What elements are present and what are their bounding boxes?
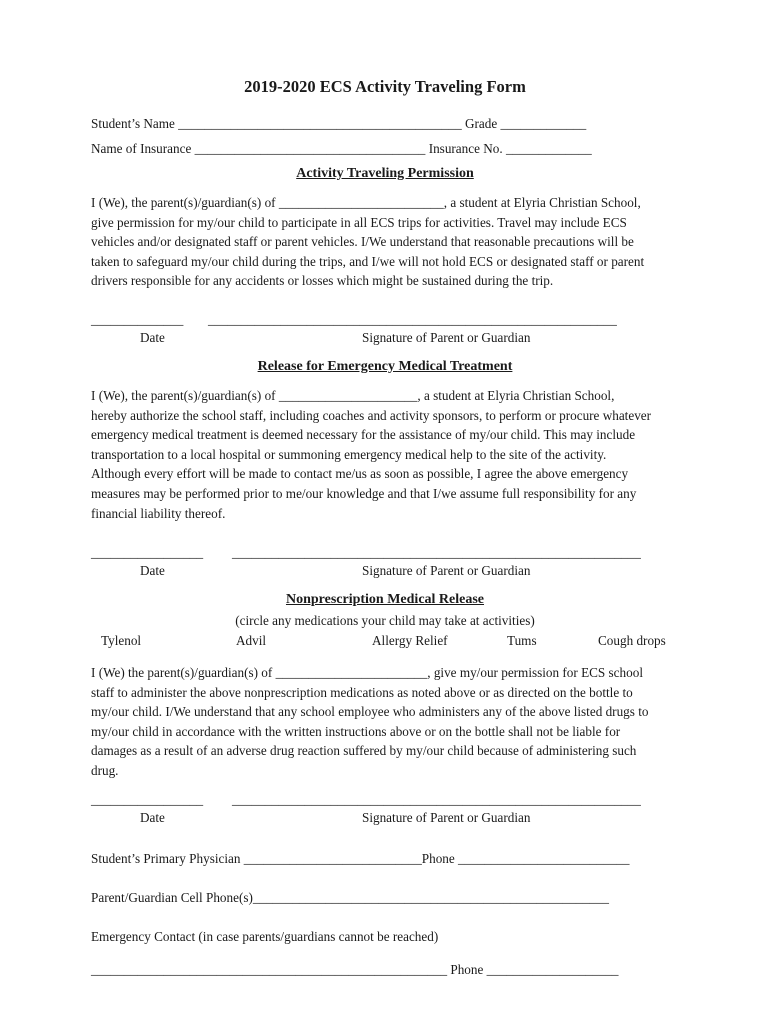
student-name-grade-field[interactable]: Student’s Name ___________________________________________ Grade _____________ [91,116,587,131]
emergency-contact-field[interactable]: ______________________________________________________ Phone ____________________ [91,962,619,977]
paragraph-line: financial liability thereof. [91,505,226,521]
nonprescription-date-line[interactable]: _________________ [91,792,204,807]
permission-date-label: Date [140,330,165,345]
medical-date-line[interactable]: _________________ [91,545,204,560]
paragraph-line: staff to administer the above nonprescription medications as noted above or as directed on the bottle to [91,684,633,700]
nonprescription-signature-label: Signature of Parent or Guardian [362,810,531,825]
nonprescription-signature-line[interactable]: ______________________________________________________________ [232,792,641,807]
paragraph-line: I (We), the parent(s)/guardian(s) of _____________________, a student at Elyria Christian School, [91,388,615,403]
medication-option-tums[interactable]: Tums [507,633,537,648]
paragraph-line: give permission for my/our child to participate in all ECS trips for activities. Travel may include ECS [91,214,627,230]
nonprescription-subheading: (circle any medications your child may take at activities) [235,613,535,628]
medical-paragraph [91,386,691,523]
paragraph-line: vehicles and/or designated staff or parent vehicles. I/We understand that reasonable precautions will be [91,234,634,250]
paragraph-line: Although every effort will be made to contact me/us as soon as possible, I agree the above emergency [91,466,629,482]
paragraph-line: drivers responsible for any accidents or losses which might be sustained during the trip. [91,273,554,289]
nonprescription-paragraph [91,663,691,781]
medication-option-advil[interactable]: Advil [236,633,267,648]
paragraph-line: transportation to a local hospital or summoning emergency medical help to the site of the activity. [91,446,607,462]
nonprescription-heading: Nonprescription Medical Release [285,592,485,607]
physician-phone-field[interactable]: Student’s Primary Physician ___________________________Phone __________________________ [91,851,630,866]
paragraph-line: taken to safeguard my/our child during the trips, and I/we will not hold ECS or designated staff or parent [91,253,645,269]
paragraph-line: emergency medical treatment is deemed necessary for the assistance of my/our child. This may include [91,427,636,443]
paragraph-line: drug. [91,762,119,778]
medication-option-allergy-relief[interactable]: Allergy Relief [372,633,448,648]
nonprescription-date-label: Date [140,810,165,825]
paragraph-line: my/our child in accordance with the written instructions above or on the bottle shall not be liable for [91,723,621,739]
permission-date-line[interactable]: ______________ [91,312,184,327]
paragraph-line: my/our child. I/We understand that any school employee who administers any of the above listed drugs to [91,704,649,720]
paragraph-line: hereby authorize the school staff, including coaches and activity sponsors, to perform or procure whatever [91,407,652,423]
paragraph-line: damages as a result of an adverse drug reaction suffered by my/our child because of administering such [91,743,637,759]
permission-signature-label: Signature of Parent or Guardian [362,330,531,345]
medical-date-label: Date [140,563,165,578]
medication-option-tylenol[interactable]: Tylenol [101,633,142,648]
medical-signature-label: Signature of Parent or Guardian [362,563,531,578]
insurance-field[interactable]: Name of Insurance ___________________________________ Insurance No. _____________ [91,141,592,156]
permission-paragraph [91,193,691,291]
permission-heading: Activity Traveling Permission [296,166,474,181]
paragraph-line: I (We), the parent(s)/guardian(s) of _________________________, a student at Elyria Christian School, [91,195,641,210]
medical-signature-line[interactable]: ______________________________________________________________ [232,545,641,560]
guardian-cell-field[interactable]: Parent/Guardian Cell Phone(s)______________________________________________________ [91,890,609,905]
paragraph-line: measures may be performed prior to me/our knowledge and that I/we assume full responsibility for any [91,485,637,501]
form-title: 2019-2020 ECS Activity Traveling Form [244,77,526,96]
medication-option-cough-drops[interactable]: Cough drops [598,633,666,648]
emergency-contact-label: Emergency Contact (in case parents/guardians cannot be reached) [91,929,439,944]
medical-heading: Release for Emergency Medical Treatment [257,359,513,374]
permission-signature-line[interactable]: ______________________________________________________________ [208,312,617,327]
paragraph-line: I (We) the parent(s)/guardian(s) of _______________________, give my/our permission for ECS school [91,665,643,680]
